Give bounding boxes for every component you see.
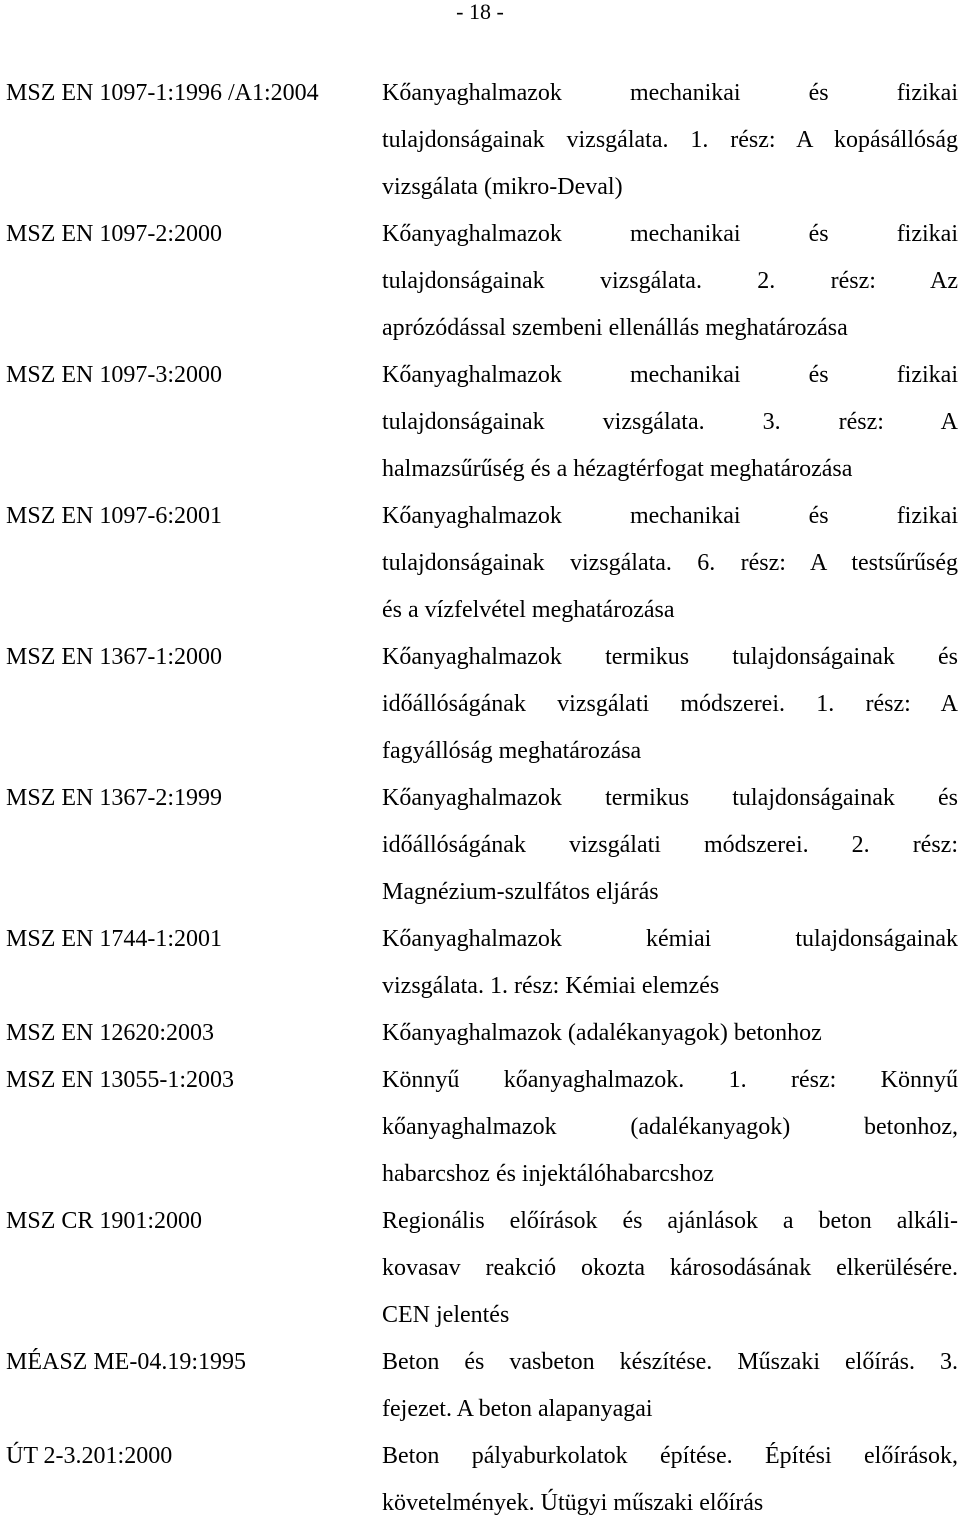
standards-list: [6, 70, 958, 1527]
standard-entry: [6, 916, 958, 1010]
title-line: tulajdonságainak vizsgálata. 2. rész: Az: [382, 268, 958, 294]
title-line: Regionális előírások és ajánlások a beton alkáli-: [382, 1208, 958, 1234]
standard-entry: [6, 1433, 958, 1527]
standard-entry: [6, 493, 958, 634]
standard-code: MSZ EN 13055-1:2003: [6, 1067, 234, 1093]
title-line: kőanyaghalmazok (adalékanyagok) betonhoz,: [382, 1114, 958, 1140]
title-line: tulajdonságainak vizsgálata. 1. rész: A kopásállóság: [382, 127, 958, 153]
title-line: kovasav reakció okozta károsodásának elkerülésére.: [382, 1255, 958, 1281]
standard-title: [382, 352, 958, 493]
standard-entry: [6, 634, 958, 775]
title-line: fejezet. A beton alapanyagai: [382, 1396, 653, 1422]
standard-entry: [6, 1010, 958, 1057]
standard-code: MSZ EN 1367-2:1999: [6, 785, 222, 811]
title-line: Beton pályaburkolatok építése. Építési előírások,: [382, 1443, 958, 1469]
title-line: tulajdonságainak vizsgálata. 6. rész: A testsűrűség: [382, 550, 958, 576]
standard-title: [382, 493, 958, 634]
title-line: habarcshoz és injektálóhabarcshoz: [382, 1161, 714, 1187]
standard-title: [382, 916, 958, 1010]
standard-code: MSZ EN 1097-1:1996 /A1:2004: [6, 80, 319, 106]
title-line: Könnyű kőanyaghalmazok. 1. rész: Könnyű: [382, 1067, 958, 1093]
standard-code: MÉASZ ME-04.19:1995: [6, 1349, 246, 1375]
standard-title: [382, 211, 958, 352]
title-line: Kőanyaghalmazok mechanikai és fizikai: [382, 80, 958, 106]
standard-code: ÚT 2-3.201:2000: [6, 1443, 173, 1469]
standard-title: [382, 1433, 958, 1527]
standard-title: [382, 1198, 958, 1339]
title-line: fagyállóság meghatározása: [382, 738, 642, 764]
title-line: időállóságának vizsgálati módszerei. 1. rész: A: [382, 691, 958, 717]
title-line: Kőanyaghalmazok kémiai tulajdonságainak: [382, 926, 958, 952]
standard-title: [382, 775, 958, 916]
standard-entry: [6, 775, 958, 916]
standard-entry: [6, 352, 958, 493]
title-line: és a vízfelvétel meghatározása: [382, 597, 675, 623]
title-line: Beton és vasbeton készítése. Műszaki előírás. 3.: [382, 1349, 958, 1375]
standard-title: [382, 70, 958, 211]
standard-title: [382, 1010, 958, 1057]
title-line: Kőanyaghalmazok termikus tulajdonságainak és: [382, 785, 958, 811]
standard-entry: [6, 1339, 958, 1433]
standard-code: MSZ EN 1097-3:2000: [6, 362, 222, 388]
standard-code: MSZ EN 1744-1:2001: [6, 926, 222, 952]
standard-entry: [6, 1057, 958, 1198]
title-line: CEN jelentés: [382, 1302, 510, 1328]
title-line: Kőanyaghalmazok mechanikai és fizikai: [382, 362, 958, 388]
title-line: aprózódással szembeni ellenállás meghatározása: [382, 315, 848, 341]
standard-title: [382, 1057, 958, 1198]
page-number: - 18 -: [456, 0, 504, 24]
standard-title: [382, 1339, 958, 1433]
standard-code: MSZ CR 1901:2000: [6, 1208, 203, 1234]
title-line: Kőanyaghalmazok termikus tulajdonságainak és: [382, 644, 958, 670]
title-line: Magnézium-szulfátos eljárás: [382, 879, 659, 905]
standard-entry: [6, 211, 958, 352]
standard-entry: [6, 1198, 958, 1339]
standard-entry: [6, 70, 958, 211]
title-line: Kőanyaghalmazok mechanikai és fizikai: [382, 221, 958, 247]
standard-code: MSZ EN 12620:2003: [6, 1020, 215, 1046]
standard-code: MSZ EN 1097-6:2001: [6, 503, 222, 529]
standard-title: [382, 634, 958, 775]
title-line: követelmények. Útügyi műszaki előírás: [382, 1490, 764, 1516]
standard-code: MSZ EN 1097-2:2000: [6, 221, 222, 247]
title-line: halmazsűrűség és a hézagtérfogat meghatározása: [382, 456, 853, 482]
title-line: Kőanyaghalmazok mechanikai és fizikai: [382, 503, 958, 529]
title-line: Kőanyaghalmazok (adalékanyagok) betonhoz: [382, 1020, 822, 1046]
title-line: vizsgálata (mikro-Deval): [382, 174, 623, 200]
standard-code: MSZ EN 1367-1:2000: [6, 644, 222, 670]
title-line: tulajdonságainak vizsgálata. 3. rész: A: [382, 409, 958, 435]
title-line: időállóságának vizsgálati módszerei. 2. rész:: [382, 832, 958, 858]
title-line: vizsgálata. 1. rész: Kémiai elemzés: [382, 973, 720, 999]
